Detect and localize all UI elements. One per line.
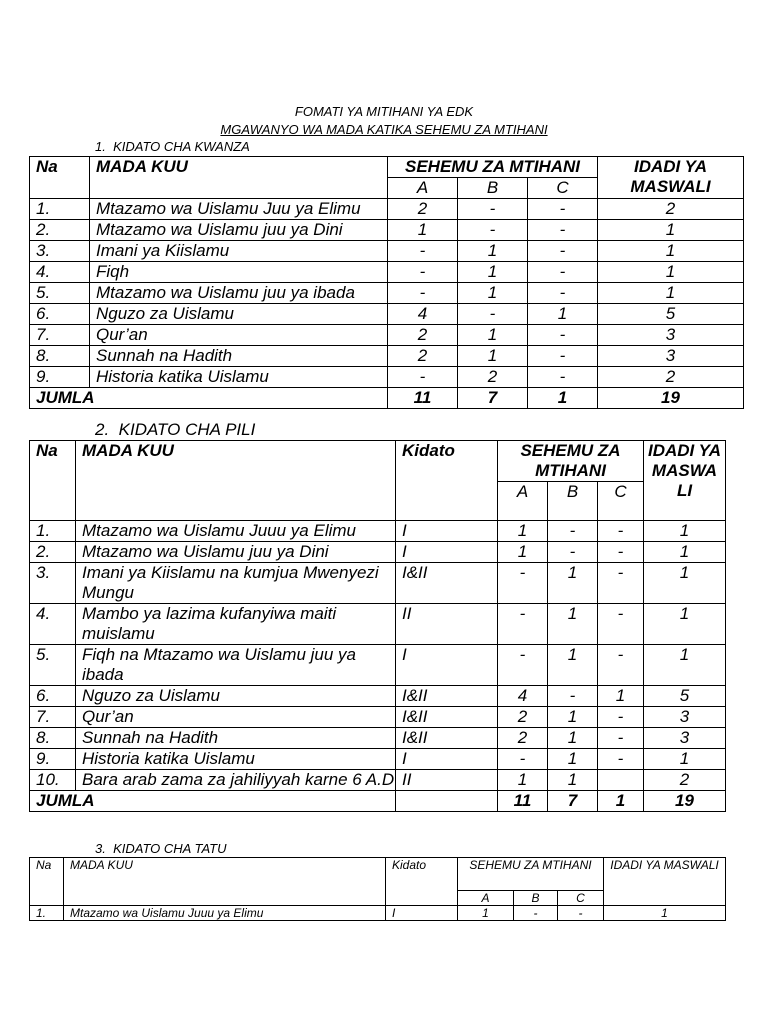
cell-a: 4 [498, 686, 548, 707]
cell-idadi: 1 [644, 542, 726, 563]
cell-kidato: I&II [396, 563, 498, 604]
cell-kidato: II [396, 770, 498, 791]
cell-idadi: 2 [598, 199, 744, 220]
table-header-row [30, 858, 726, 891]
cell-b: - [548, 686, 598, 707]
total-c: 1 [598, 791, 644, 812]
cell-mada: Nguzo za Uislamu [90, 304, 388, 325]
document-subtitle: MGAWANYO WA MADA KATIKA SEHEMU ZA MTIHANI [220, 122, 548, 137]
table-kidato-kwanza [29, 156, 744, 409]
cell-c: - [528, 325, 598, 346]
cell-c: 1 [598, 686, 644, 707]
cell-mada: Sunnah na Hadith [90, 346, 388, 367]
table-row [30, 707, 726, 728]
cell-a: - [498, 563, 548, 604]
header-c: C [558, 891, 604, 906]
cell-c: - [598, 563, 644, 604]
cell-b: 1 [458, 241, 528, 262]
cell-kidato: I [396, 521, 498, 542]
table-kidato-tatu [29, 857, 726, 921]
table-row [30, 542, 726, 563]
header-a: A [388, 178, 458, 199]
cell-mada: Historia katika Uislamu [90, 367, 388, 388]
table-row [30, 728, 726, 749]
header-sehemu: SEHEMU ZA MTIHANI [388, 157, 598, 178]
cell-idadi: 1 [598, 220, 744, 241]
cell-a: 1 [458, 906, 514, 921]
header-na: Na [30, 858, 64, 906]
total-kidato-empty [396, 791, 498, 812]
cell-mada: Bara arab zama za jahiliyyah karne 6 A.D [76, 770, 396, 791]
table-header-row [30, 157, 744, 178]
cell-na: 2. [30, 220, 90, 241]
cell-na: 8. [30, 346, 90, 367]
cell-b: - [458, 220, 528, 241]
cell-a: 1 [498, 542, 548, 563]
cell-b: 1 [458, 325, 528, 346]
table-kidato-pili [29, 440, 726, 812]
cell-na: 9. [30, 367, 90, 388]
cell-na: 8. [30, 728, 76, 749]
header-kidato: Kidato [396, 441, 498, 521]
cell-c: - [558, 906, 604, 921]
cell-idadi: 3 [644, 707, 726, 728]
cell-idadi: 1 [644, 749, 726, 770]
cell-a: - [388, 262, 458, 283]
total-idadi: 19 [598, 388, 744, 409]
table-row [30, 199, 744, 220]
cell-c [598, 770, 644, 791]
total-label: JUMLA [30, 791, 396, 812]
cell-mada: Imani ya Kiislamu na kumjua Mwenyezi Mungu [76, 563, 396, 604]
cell-na: 3. [30, 563, 76, 604]
cell-idadi: 1 [598, 262, 744, 283]
total-c: 1 [528, 388, 598, 409]
cell-a: 2 [498, 707, 548, 728]
cell-idadi: 2 [598, 367, 744, 388]
cell-b: 1 [548, 604, 598, 645]
cell-idadi: 1 [604, 906, 726, 921]
cell-na: 9. [30, 749, 76, 770]
cell-b: - [548, 542, 598, 563]
cell-a: 1 [498, 521, 548, 542]
cell-b: 1 [548, 563, 598, 604]
cell-mada: Mtazamo wa Uislamu juu ya ibada [90, 283, 388, 304]
header-b: B [548, 482, 598, 521]
document-title: FOMATI YA MITIHANI YA EDK [294, 104, 474, 119]
cell-c: - [598, 728, 644, 749]
cell-a: 2 [498, 728, 548, 749]
table-header-row [30, 441, 726, 482]
total-label: JUMLA [30, 388, 388, 409]
cell-b: - [458, 199, 528, 220]
cell-idadi: 1 [644, 645, 726, 686]
cell-a: 1 [388, 220, 458, 241]
cell-na: 5. [30, 645, 76, 686]
cell-na: 4. [30, 604, 76, 645]
cell-na: 2. [30, 542, 76, 563]
total-b: 7 [458, 388, 528, 409]
cell-b: 1 [458, 283, 528, 304]
cell-mada: Mtazamo wa Uislamu Juuu ya Elimu [64, 906, 386, 921]
cell-b: 1 [458, 262, 528, 283]
section1-number: 1. [95, 139, 106, 154]
cell-a: - [388, 241, 458, 262]
cell-idadi: 1 [598, 283, 744, 304]
cell-kidato: I [386, 906, 458, 921]
section2-heading [95, 420, 255, 440]
cell-b: 1 [548, 728, 598, 749]
header-mada-kuu: MADA KUU [64, 858, 386, 906]
cell-a: - [388, 283, 458, 304]
table-row [30, 283, 744, 304]
cell-mada: Sunnah na Hadith [76, 728, 396, 749]
header-a: A [498, 482, 548, 521]
cell-mada: Mtazamo wa Uislamu juu ya Dini [76, 542, 396, 563]
cell-a: - [498, 749, 548, 770]
cell-c: 1 [528, 304, 598, 325]
cell-mada: Mtazamo wa Uislamu Juuu ya Elimu [76, 521, 396, 542]
cell-c: - [598, 645, 644, 686]
cell-a: 2 [388, 199, 458, 220]
cell-c: - [528, 220, 598, 241]
header-sehemu: SEHEMU ZA MTIHANI [498, 441, 644, 482]
cell-c: - [598, 707, 644, 728]
cell-mada: Fiqh [90, 262, 388, 283]
cell-kidato: II [396, 604, 498, 645]
table-row [30, 906, 726, 921]
cell-idadi: 5 [644, 686, 726, 707]
header-mada-kuu: MADA KUU [76, 441, 396, 521]
cell-idadi: 1 [598, 241, 744, 262]
cell-mada: Fiqh na Mtazamo wa Uislamu juu ya ibada [76, 645, 396, 686]
cell-kidato: I [396, 749, 498, 770]
cell-b: 1 [548, 770, 598, 791]
cell-c: - [598, 604, 644, 645]
total-idadi: 19 [644, 791, 726, 812]
cell-a: - [498, 645, 548, 686]
header-b: B [458, 178, 528, 199]
cell-c: - [528, 262, 598, 283]
cell-idadi: 5 [598, 304, 744, 325]
header-idadi: IDADI YA MASWA LI [644, 441, 726, 521]
cell-b: 1 [548, 749, 598, 770]
table-total-row [30, 791, 726, 812]
cell-b: 1 [548, 707, 598, 728]
header-b: B [514, 891, 558, 906]
table-row [30, 645, 726, 686]
header-c: C [598, 482, 644, 521]
section3-number: 3. [95, 841, 106, 856]
total-a: 11 [388, 388, 458, 409]
cell-na: 7. [30, 325, 90, 346]
cell-na: 10. [30, 770, 76, 791]
header-mada-kuu: MADA KUU [90, 157, 388, 199]
table-row [30, 220, 744, 241]
cell-mada: Mambo ya lazima kufanyiwa maiti muislamu [76, 604, 396, 645]
cell-kidato: I&II [396, 686, 498, 707]
header-idadi: IDADI YA MASWALI [604, 858, 726, 906]
cell-b: 1 [458, 346, 528, 367]
table-row [30, 749, 726, 770]
cell-kidato: I&II [396, 707, 498, 728]
cell-na: 1. [30, 521, 76, 542]
table-row [30, 304, 744, 325]
table-row [30, 521, 726, 542]
table-row [30, 686, 726, 707]
cell-idadi: 3 [598, 325, 744, 346]
cell-mada: Mtazamo wa Uislamu Juu ya Elimu [90, 199, 388, 220]
header-c: C [528, 178, 598, 199]
cell-idadi: 2 [644, 770, 726, 791]
table-row [30, 262, 744, 283]
header-kidato: Kidato [386, 858, 458, 906]
section2-number: 2. [95, 420, 110, 439]
cell-c: - [528, 241, 598, 262]
cell-na: 7. [30, 707, 76, 728]
table-row [30, 367, 744, 388]
cell-a: 2 [388, 346, 458, 367]
section3-heading [95, 841, 226, 856]
cell-c: - [528, 346, 598, 367]
cell-idadi: 3 [644, 728, 726, 749]
header-na: Na [30, 157, 90, 199]
cell-c: - [528, 199, 598, 220]
total-a: 11 [498, 791, 548, 812]
cell-b: - [514, 906, 558, 921]
table-row [30, 346, 744, 367]
cell-na: 5. [30, 283, 90, 304]
cell-mada: Imani ya Kiislamu [90, 241, 388, 262]
cell-na: 3. [30, 241, 90, 262]
section2-title: KIDATO CHA PILI [118, 420, 256, 439]
cell-c: - [598, 542, 644, 563]
header-sehemu: SEHEMU ZA MTIHANI [458, 858, 604, 891]
cell-mada: Qur’an [76, 707, 396, 728]
header-a: A [458, 891, 514, 906]
cell-na: 6. [30, 304, 90, 325]
cell-b: 2 [458, 367, 528, 388]
cell-c: - [598, 521, 644, 542]
cell-kidato: I&II [396, 728, 498, 749]
table-total-row [30, 388, 744, 409]
cell-mada: Nguzo za Uislamu [76, 686, 396, 707]
section1-heading [95, 139, 250, 154]
table-row [30, 241, 744, 262]
header-na: Na [30, 441, 76, 521]
cell-b: - [548, 521, 598, 542]
cell-idadi: 1 [644, 563, 726, 604]
cell-a: 2 [388, 325, 458, 346]
cell-c: - [528, 283, 598, 304]
total-b: 7 [548, 791, 598, 812]
cell-b: 1 [548, 645, 598, 686]
cell-kidato: I [396, 645, 498, 686]
cell-na: 4. [30, 262, 90, 283]
cell-b: - [458, 304, 528, 325]
cell-a: - [498, 604, 548, 645]
section3-title: KIDATO CHA TATU [113, 841, 227, 856]
cell-idadi: 1 [644, 604, 726, 645]
cell-mada: Historia katika Uislamu [76, 749, 396, 770]
cell-a: 4 [388, 304, 458, 325]
header-idadi: IDADI YA MASWALI [598, 157, 744, 199]
cell-kidato: I [396, 542, 498, 563]
cell-na: 1. [30, 199, 90, 220]
cell-idadi: 1 [644, 521, 726, 542]
cell-c: - [598, 749, 644, 770]
table-row [30, 770, 726, 791]
table-row [30, 325, 744, 346]
section1-title: KIDATO CHA KWANZA [113, 139, 250, 154]
cell-c: - [528, 367, 598, 388]
cell-na: 6. [30, 686, 76, 707]
cell-mada: Mtazamo wa Uislamu juu ya Dini [90, 220, 388, 241]
cell-idadi: 3 [598, 346, 744, 367]
table-row [30, 563, 726, 604]
cell-na: 1. [30, 906, 64, 921]
table-row [30, 604, 726, 645]
cell-a: 1 [498, 770, 548, 791]
cell-a: - [388, 367, 458, 388]
cell-mada: Qur’an [90, 325, 388, 346]
